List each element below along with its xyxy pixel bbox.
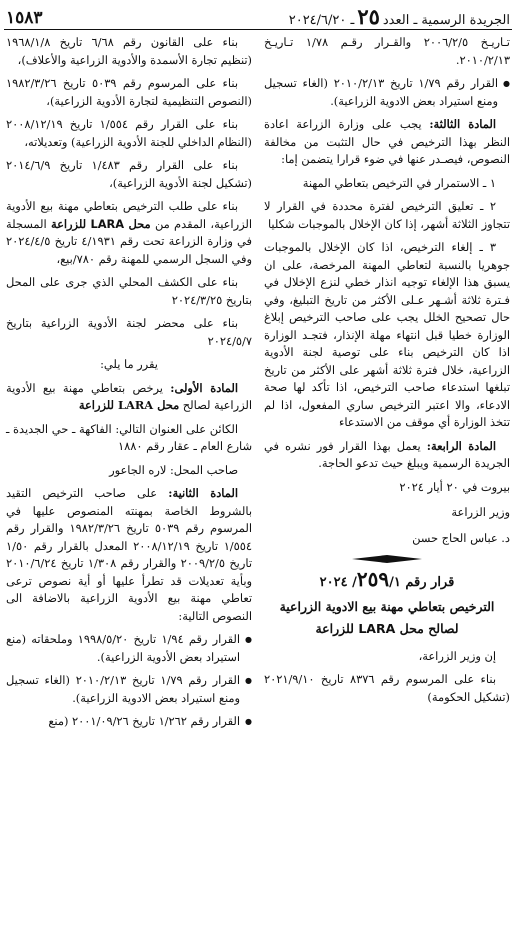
article-1-text: يرخص بتعاطي مهنة بيع الأدوية الزراعية لصالح: [6, 380, 252, 412]
sign-title: وزير الزراعة: [451, 505, 510, 519]
article-1-brand: محل LARA للزراعة: [78, 398, 180, 412]
decision-subject-line1: الترخيص بتعاطي مهنة بيع الادوية الزراعية: [279, 598, 495, 614]
article-4-label: المادة الرابعة:: [426, 438, 497, 453]
article-2-label: المادة الثانية:: [168, 486, 238, 500]
right-column: [264, 34, 510, 712]
option-1: ١ ـ الاستمرار في الترخيص بتعاطي المهنة: [302, 175, 496, 190]
section-divider: [264, 555, 510, 563]
page-number: ١٥٨٣: [6, 8, 43, 28]
issue-date: ـ ٢٠٢٤/٦/٢٠: [288, 13, 355, 28]
decision-subject: [264, 596, 510, 640]
shop-address: الكائن على العنوان التالي: الفاكهة ـ حي الجديدة ـ شارع العام ـ عقار رقم ١٨٨٠: [6, 421, 252, 453]
decision-number: ٢٥٩: [356, 567, 390, 591]
decision-title: [264, 567, 510, 592]
basis-decree-5039: بناء على المرسوم رقم ٥٠٣٩ تاريخ ١٩٨٢/٣/٢٦ (النصوص التنظيمية لتجارة الأدوية الزراعية)،: [6, 76, 252, 108]
subject-agri-word: للزراعة: [315, 620, 354, 636]
continued-paragraph: تـاريـخ ٢٠٠٦/٢/٥ والقـرار رقـم ١/٧٨ تـاريـخ ٢٠١٠/٢/١٣.: [264, 35, 510, 67]
journal-title: الجريدة الرسمية ـ العدد: [382, 13, 510, 28]
article-3-label: المادة الثالثة:: [429, 117, 496, 131]
shop-owner: صاحب المحل: لاره الجاعور: [109, 462, 238, 477]
article-3-text: يجب على وزارة الزراعة اعادة النظر بهذا الترخيص في حال التثبت من مخالفة النصوص، فيصـدر عنها في ضوء قرارا يتضمن إما:: [264, 117, 510, 166]
sign-place-date: بيروت في ٢٠ أيار ٢٠٢٤: [399, 479, 510, 494]
journal-header: [288, 4, 510, 29]
minister-intro: إن وزير الزراعة،: [418, 648, 496, 663]
sign-name: د. عباس الحاج حسن: [412, 530, 510, 545]
subject-shop-word: لصالح محل: [399, 620, 459, 636]
option-3: ٣ ـ إلغاء الترخيص، اذا كان الإخلال بالموجبات جوهريا بالنسبة لتعاطي المهنة المرخصة، على ان يسبق هذا الإلغاء توجيه انذار خطي لنزع الإخلال في فـترة ثلاثة أشـهر عـلى الأكثر من تاريخ التبليغ، وفي حال تصحيح الخلل يجب على صاحب الترخيص إبلاغ الوزارة خطيا قبل انتهاء مهلة الإنذار، فتجـد الوزارة اذا كان الترخيص بناء على توصية لجنة الأدوية الزراعية، خلال فترة ثلاثة أشهر على الأكثر من تاريخ تبلغها استدعاء صاحب الترخيص، اذا تأكد لها صحة الادعاء، والا اعتبر الترخيص ساري المفعول، اذا لم تتخذ الوزارة أي موقف من الاستدعاء: [264, 240, 510, 429]
article-4-text: يعمل بهذا القرار فور نشره في الجريدة الرسمية ويبلغ حيث تدعو الحاجة.: [264, 438, 510, 470]
decision-label: قرار رقم: [405, 575, 455, 590]
decision-year: /١/ ٢٠٢٤: [319, 575, 401, 590]
page-header: [6, 4, 510, 28]
application-registration: المسجلة في وزارة الزراعة تحت رقم ٤/١٩٣١ تاريخ ٢٠٢٤/٤/٥ وفي السجل الرسمي للمهنة رقم ٧٨٠/بيع،: [6, 216, 253, 266]
article-2-text: على صاحب الترخيص التقيد بالشروط الخاصة بمهنته المنصوص عليها في المرسوم رقم ٥٠٣٩ تاريخ ١٩٨٢/٣/٢٦ والقرار رقم ١/٥٥٤ تاريخ ٢٠٠٨/١٢/١٩ المعدل بالقرار رقم ١/٥٠ تاريخ ٢٠٠٩/٢/٥ والقرار رقم ١/٣٠٨ تاريخ ٢٠١٠/٦/٢٤ وبأية تعديلات قد تطرأ عليها أو أية نصوص ترعى تعاطي مهنة بيع الأدوية الزراعية بالاضافة الى النصوص التالية:: [6, 486, 252, 623]
article-4: [264, 438, 510, 473]
basis-inspection: بناء على الكشف المحلي الذي جرى على المحل بتاريخ ٢٠٢٤/٣/٢٥: [6, 275, 252, 307]
basis-decree-8376: بناء على المرسوم رقم ٨٣٧٦ تاريخ ٢٠٢١/٩/١٠ (تشكيل الحكومة): [264, 672, 510, 704]
application-text: بناء على طلب الترخيص بتعاطي مهنة بيع الأدوية الزراعية، المقدم من: [6, 199, 253, 231]
decides-heading: يقرر ما يلي:: [100, 357, 158, 371]
basis-decision-483: بناء على القرار رقم ١/٤٨٣ تاريخ ٢٠١٤/٦/٩ (تشكيل لجنة الأدوية الزراعية)،: [6, 158, 252, 190]
bullet-decision-79: ● القرار رقم ١/٧٩ تاريخ ٢٠١٠/٢/١٣ (الغاء تسجيل ومنع استيراد بعض الادوية الزراعية).: [264, 75, 510, 110]
subject-brand: LARA: [358, 620, 396, 636]
header-rule: [4, 29, 512, 30]
basis-law-68: بناء على القانون رقم ٦/٦٨ تاريخ ١٩٦٨/١/٨ (تنظيم تجارة الأسمدة والأدوية الزراعية والأعلاف)،: [6, 35, 252, 67]
article-1: [6, 380, 252, 415]
basis-decision-554: بناء على القرار رقم ١/٥٥٤ تاريخ ٢٠٠٨/١٢/١٩ (النظام الداخلي للجنة الأدوية الزراعية) وتعديلاته،: [6, 117, 252, 149]
application-brand: LARA: [90, 216, 125, 231]
list-item: ● القرار رقم ١/٢٦٢ تاريخ ٢٠٠١/٠٩/٢٦ (منع: [6, 713, 252, 731]
option-2: ٢ ـ تعليق الترخيص لفترة محددة في القرار لا تتجاوز الثلاثة أشهر، إذا كان الإخلال بالموجبات شكليا: [264, 199, 510, 231]
list-item: ● القرار رقم ١/٩٤ تاريخ ١٩٩٨/٥/٢٠ وملحقاته (منع استيراد بعض الأدوية الزراعية).: [6, 631, 252, 666]
signature-block: [264, 479, 510, 548]
article-3: [264, 116, 510, 169]
left-column: [6, 34, 252, 737]
application-shop-word: محل: [128, 216, 151, 231]
decision-subject-line2: [264, 618, 510, 640]
issue-number: ٢٥: [357, 4, 380, 29]
basis-application: [6, 198, 252, 268]
basis-committee-minutes: بناء على محضر لجنة الأدوية الزراعية بتاريخ ٢٠٢٤/٥/٧: [6, 316, 252, 348]
article-1-label: المادة الأولى:: [170, 380, 238, 395]
article-2: [6, 485, 252, 625]
application-agri-word: للزراعة: [50, 216, 87, 231]
list-item: ● القرار رقم ١/٧٩ تاريخ ٢٠١٠/٢/١٣ (الغاء تسجيل ومنع استيراد بعض الادوية الزراعية).: [6, 672, 252, 707]
